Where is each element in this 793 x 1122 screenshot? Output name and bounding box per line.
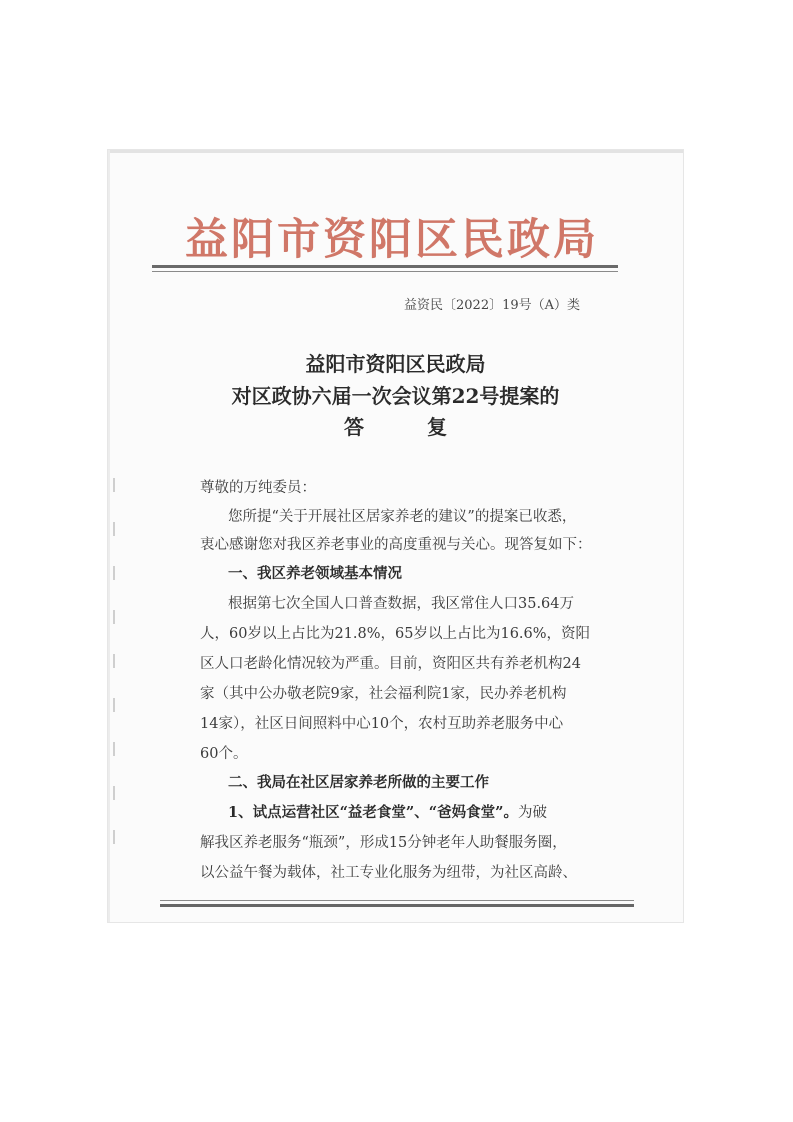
title-line-3: 答 复 [344,415,475,439]
section-heading-2: 二、我局在社区居家养老所做的主要工作 [228,774,489,791]
binding-mark [113,610,115,624]
footer-rule-thin [160,900,634,901]
title-line-2: 对区政协六届一次会议第22号提案的 [231,384,560,408]
paragraph-line [228,801,547,822]
footer-rule-thick [160,904,634,907]
binding-mark [113,786,115,800]
paragraph-line: 根据第七次全国人口普查数据，我区常住人口35.64万 [228,596,575,612]
binding-mark [113,830,115,844]
paragraph-line: 区人口老龄化情况较为严重。目前，资阳区共有养老机构24 [200,656,581,672]
paragraph-text: 为破 [517,805,547,821]
section-heading-1: 一、我区养老领域基本情况 [228,565,402,582]
title-line-1: 益阳市资阳区民政局 [305,352,486,376]
paragraph-line: 人，60岁以上占比为21.8%，65岁以上占比为16.6%，资阳 [200,626,591,642]
header-rule-thin [152,271,618,272]
paragraph-line: 家（其中公办敬老院9家，社会福利院1家，民办养老机构 [200,686,567,702]
paragraph-line: 14家），社区日间照料中心10个，农村互助养老服务中心 [200,716,564,732]
paragraph-line: 您所提“关于开展社区居家养老的建议”的提案已收悉， [228,509,577,525]
header-rule-thick [152,265,618,268]
binding-mark [113,522,115,536]
paragraph-line: 以公益午餐为载体，社工专业化服务为纽带，为社区高龄、 [200,865,577,881]
paragraph-line: 解我区养老服务“瓶颈”，形成15分钟老年人助餐服务圈， [200,835,567,851]
page-left-edge [108,150,110,922]
letterhead-title: 益阳市资阳区民政局 [185,215,599,265]
subsection-heading: 1、试点运营社区“益老食堂”、“爸妈食堂”。 [228,804,518,821]
binding-mark [113,566,115,580]
binding-mark [113,742,115,756]
binding-mark [113,698,115,712]
salutation: 尊敬的万纯委员： [200,480,316,496]
paragraph-line: 衷心感谢您对我区养老事业的高度重视与关心。现答复如下： [200,537,592,553]
binding-mark [113,478,115,492]
document-number: 益资民〔2022〕19号（A）类 [404,298,581,313]
binding-mark [113,654,115,668]
page-top-edge [108,150,683,153]
paragraph-line: 60个。 [200,746,248,762]
